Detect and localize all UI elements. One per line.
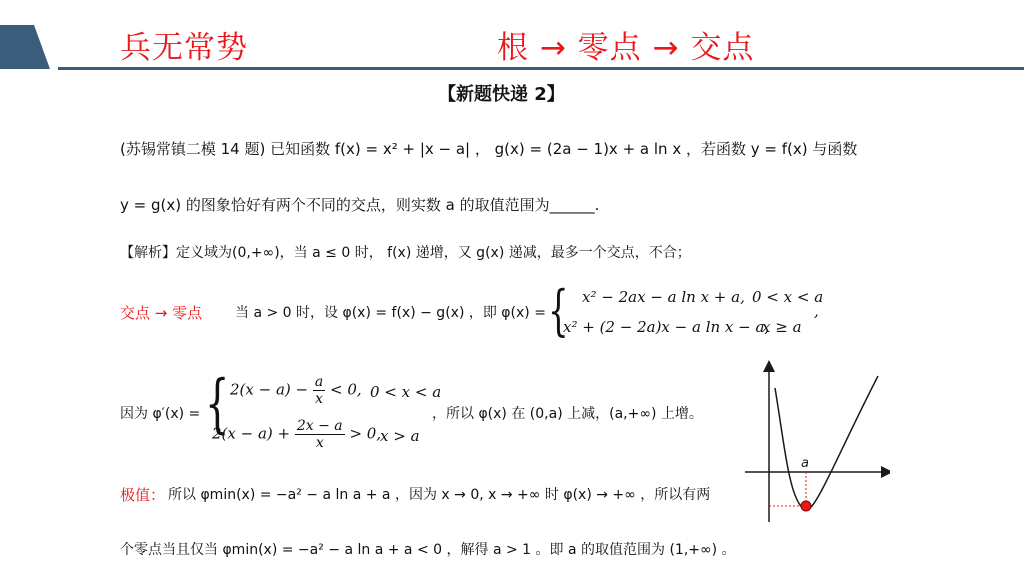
step2-case1-num: a <box>314 374 324 390</box>
phi-curve <box>775 376 878 509</box>
step1-brace: { <box>548 279 569 342</box>
step2-brace: { <box>205 367 230 441</box>
step2-case2-den: x <box>315 435 324 451</box>
solution-line: 【解析】定义域为(0,+∞)，当 a ≤ 0 时， f(x) 递增，又 g(x) 递减，最多一个交点，不合； <box>120 245 691 261</box>
step1-case2-cond: x ≥ a <box>762 318 802 336</box>
step2-case2-num: 2x − a <box>296 418 343 434</box>
step2-case2-cond: x > a <box>380 427 420 445</box>
min-point <box>801 501 811 511</box>
step2-case2 <box>212 418 381 451</box>
step2-lead: 因为 φ′(x) = <box>120 406 201 422</box>
step2-case1-pre: 2(x − a) − <box>230 380 309 399</box>
step1-tail: , <box>814 302 819 320</box>
step1-text: 当 a > 0 时，设 φ(x) = f(x) − g(x) ，即 φ(x) = <box>235 305 546 321</box>
slide-heading: 【新题快递 2】 <box>438 84 565 105</box>
problem-line-1: (苏锡常镇二模 14 题) 已知函数 f(x) = x² + |x − a| ， g(x) = (2a − 1)x + a ln x ，若函数 y = f(x) 与函数 <box>120 140 858 158</box>
function-graph <box>740 360 890 525</box>
step2-case1-den: x <box>315 391 323 407</box>
step1-case1-cond: 0 < x < a <box>752 288 824 306</box>
header-left-title: 兵无常势 <box>120 30 248 66</box>
step1-case2: x² + (2 − 2a)x − a ln x − a, <box>563 318 770 336</box>
step2-case2-frac <box>295 418 345 451</box>
step1-label: 交点 → 零点 <box>120 304 203 322</box>
step3-text: 所以 φmin(x) = −a² − a ln a + a ，因为 x → 0, x → +∞ 时 φ(x) → +∞ ，所以有两 <box>168 487 711 503</box>
step2-tail: ，所以 φ(x) 在 (0,a) 上减，(a,+∞) 上增。 <box>432 406 703 422</box>
step2-case1-post: < 0, <box>330 380 362 399</box>
step1-case1: x² − 2ax − a ln x + a, <box>582 288 745 306</box>
step2-case2-pre: 2(x − a) + <box>212 424 291 443</box>
step3-label: 极值： <box>120 486 166 504</box>
problem-line-2: y = g(x) 的图象恰好有两个不同的交点，则实数 a 的取值范围为______. <box>120 196 600 214</box>
step2-case1-frac <box>313 374 325 407</box>
step2-case2-post: > 0, <box>349 424 382 443</box>
step4-text: 个零点当且仅当 φmin(x) = −a² − a ln a + a < 0 ，解得 a > 1 。即 a 的取值范围为 (1,+∞) 。 <box>120 542 736 558</box>
step2-case1-cond: 0 < x < a <box>370 383 442 401</box>
graph-axis-label: a <box>801 456 809 471</box>
step2-case1 <box>230 374 362 407</box>
header-right-title: 根 → 零点 → 交点 <box>497 30 755 66</box>
corner-decoration <box>0 25 50 69</box>
header-rule <box>58 67 1024 70</box>
